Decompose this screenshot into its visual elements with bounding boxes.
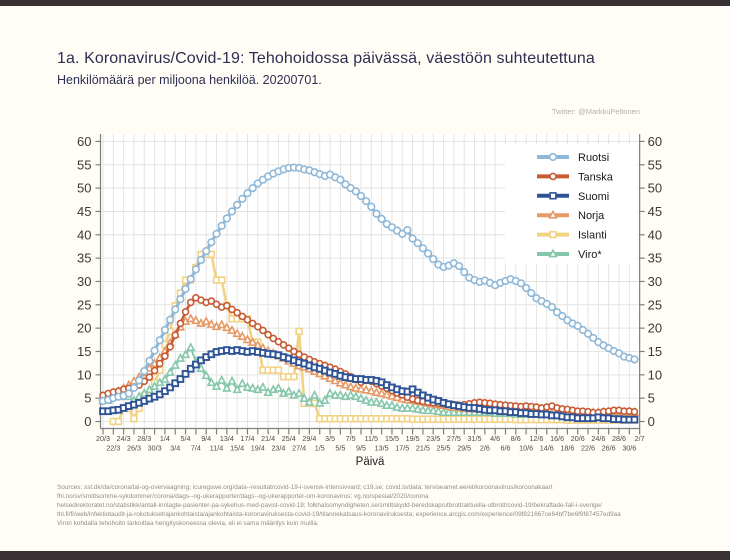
bottom-letterbox-bar [0, 551, 730, 560]
svg-text:22/3: 22/3 [106, 443, 121, 453]
legend-label: Tanska [578, 171, 613, 184]
svg-text:55: 55 [647, 157, 663, 173]
svg-text:1/4: 1/4 [159, 434, 170, 443]
svg-text:50: 50 [647, 180, 663, 196]
svg-text:8/6: 8/6 [510, 434, 521, 443]
source-line: Sources: sst.dk/da/corona/tal-og-overvaagning; icuregswe.org/data--resultat/covid-19-i-svensk-intensivvard; c19.se; covid.is/data; terviseamet.ee/et/koroonaviirus/koroonakaart [57, 484, 553, 491]
svg-text:18/6: 18/6 [560, 443, 575, 453]
svg-text:6/6: 6/6 [500, 443, 511, 453]
svg-text:30/3: 30/3 [147, 443, 162, 453]
twitter-credit: Twitter: @MarkkuPeltonen [551, 107, 640, 116]
svg-text:20/3: 20/3 [96, 434, 110, 443]
svg-text:15: 15 [647, 343, 663, 359]
page-subtitle: Henkilömäärä per miljoona henkilöä. 20200701. [57, 73, 322, 87]
svg-text:27/4: 27/4 [292, 443, 307, 453]
svg-text:13/5: 13/5 [374, 443, 389, 453]
svg-text:2/7: 2/7 [634, 434, 645, 443]
svg-text:45: 45 [647, 203, 663, 219]
svg-text:26/6: 26/6 [601, 443, 616, 453]
svg-text:31/5: 31/5 [467, 434, 482, 443]
svg-text:25: 25 [647, 297, 663, 313]
svg-text:29/5: 29/5 [457, 443, 472, 453]
legend [505, 144, 637, 264]
svg-text:10/6: 10/6 [519, 443, 534, 453]
legend-label: Islanti [578, 229, 607, 242]
svg-text:3/5: 3/5 [325, 434, 336, 443]
svg-text:26/3: 26/3 [126, 443, 141, 453]
svg-text:17/4: 17/4 [240, 434, 255, 443]
svg-text:25/5: 25/5 [436, 443, 451, 453]
svg-text:50: 50 [77, 180, 92, 196]
sources-text [57, 483, 692, 528]
covid-icu-chart [0, 120, 730, 478]
svg-text:28/3: 28/3 [137, 434, 152, 443]
svg-text:40: 40 [77, 227, 92, 243]
svg-text:25/4: 25/4 [281, 434, 296, 443]
svg-text:15/4: 15/4 [230, 443, 245, 453]
svg-text:10: 10 [77, 367, 92, 383]
svg-text:19/5: 19/5 [405, 434, 420, 443]
svg-text:25: 25 [77, 297, 92, 313]
svg-text:15/5: 15/5 [384, 434, 399, 443]
legend-label: Norja [578, 210, 605, 223]
svg-text:60: 60 [647, 133, 663, 149]
svg-text:11/5: 11/5 [364, 434, 379, 443]
x-axis-title: Päivä [355, 456, 385, 468]
legend-label: Ruotsi [578, 152, 610, 164]
svg-text:40: 40 [647, 227, 663, 243]
svg-text:0: 0 [647, 414, 655, 429]
svg-text:7/4: 7/4 [190, 443, 201, 453]
svg-text:20: 20 [77, 320, 92, 336]
svg-text:7/5: 7/5 [345, 434, 356, 443]
svg-text:23/4: 23/4 [271, 443, 286, 453]
source-line: Viron kohdalla tehohoito tarkoittaa hengityskoneessa olevia, eli ei sama määritys kuin muilla. [57, 520, 319, 528]
svg-text:30/6: 30/6 [622, 443, 637, 453]
page-title: 1a. Koronavirus/Covid-19: Tehohoidossa päivässä, väestöön suhteutettuna [57, 50, 595, 67]
svg-text:30: 30 [77, 273, 92, 289]
svg-text:5: 5 [84, 390, 92, 406]
svg-text:14/6: 14/6 [539, 443, 554, 453]
svg-text:30: 30 [647, 273, 663, 289]
svg-text:19/4: 19/4 [250, 443, 265, 453]
svg-text:21/5: 21/5 [415, 443, 430, 453]
svg-text:45: 45 [77, 203, 92, 219]
svg-text:24/6: 24/6 [591, 434, 606, 443]
legend-label: Viro* [578, 249, 602, 261]
svg-text:11/4: 11/4 [209, 443, 224, 453]
svg-text:16/6: 16/6 [550, 434, 565, 443]
svg-text:20: 20 [647, 320, 663, 336]
source-line: thl.fi/fi/web/infektiotaudit-ja-rokotukset/ajankohtaista/ajankohtaista-koronaviruksesta-covid-19/tilannekatsaus-koronaviruksesta; experience.arcgis.com/experience/09f821667ce64bf7be6f9f87457ed9aa [57, 511, 621, 519]
svg-text:24/3: 24/3 [116, 434, 131, 443]
source-line: helsedirektoratet.no/statistikk/antall-innlagte-pasienter-pa-sykehus-med-pavist-covid-19; folkhalsomyndigheten.se/smittskydd-beredskap/utbrott/aktuella-utbrott/covid-19/bekraftade-fall-i-sverige/ [57, 502, 602, 510]
svg-text:13/4: 13/4 [219, 434, 234, 443]
svg-text:29/4: 29/4 [302, 434, 317, 443]
svg-text:17/5: 17/5 [395, 443, 410, 453]
source-line: fhi.no/sv/smittsomme-sykdommer/corona/dags--og-ukerapporter/dags--og-ukerapporter-om-koronavirus; vg.no/spesial/2020/corona [57, 493, 429, 501]
svg-text:60: 60 [77, 133, 92, 149]
svg-text:4/6: 4/6 [490, 434, 501, 443]
legend-label: Suomi [578, 190, 610, 203]
svg-text:1/5: 1/5 [314, 443, 325, 453]
svg-text:22/6: 22/6 [581, 443, 596, 453]
svg-text:21/4: 21/4 [261, 434, 276, 443]
svg-text:5/4: 5/4 [180, 434, 191, 443]
svg-text:0: 0 [84, 414, 92, 429]
svg-text:5/5: 5/5 [335, 443, 346, 453]
svg-text:9/5: 9/5 [356, 443, 366, 453]
svg-text:12/6: 12/6 [529, 434, 544, 443]
top-letterbox-bar [0, 0, 730, 6]
svg-text:20/6: 20/6 [570, 434, 585, 443]
svg-text:10: 10 [647, 367, 663, 383]
svg-text:28/6: 28/6 [612, 434, 626, 443]
svg-text:35: 35 [647, 250, 663, 266]
svg-text:2/6: 2/6 [479, 443, 490, 453]
svg-text:9/4: 9/4 [201, 434, 212, 443]
svg-text:27/5: 27/5 [446, 434, 461, 443]
x-axis-labels [96, 434, 645, 453]
svg-text:3/4: 3/4 [170, 443, 181, 453]
svg-text:55: 55 [77, 157, 92, 173]
svg-text:15: 15 [77, 343, 92, 359]
svg-text:5: 5 [647, 390, 655, 406]
svg-text:35: 35 [77, 250, 92, 266]
svg-text:23/5: 23/5 [426, 434, 441, 443]
